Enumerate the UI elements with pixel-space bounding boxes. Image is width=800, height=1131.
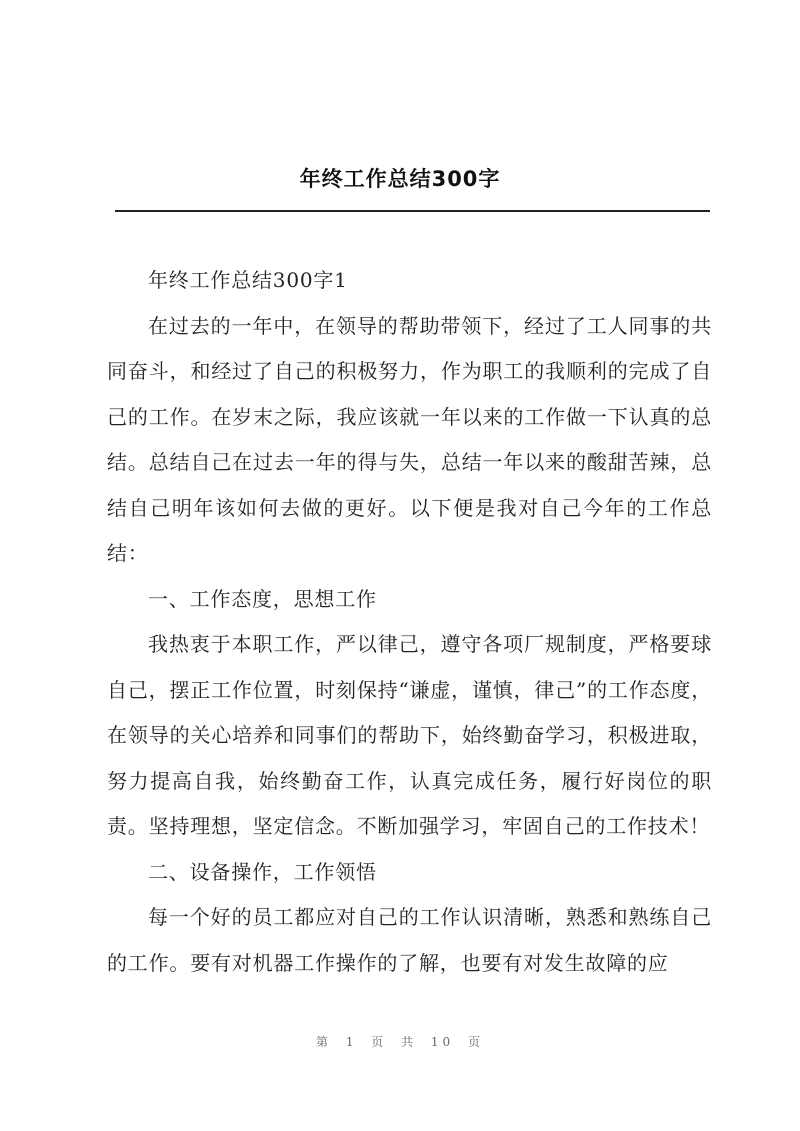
page-footer: 第 1 页 共 10 页 [316, 1035, 484, 1049]
paragraph-equipment: 每一个好的员工都应对自己的工作认识清晰，熟悉和熟练自己的工作。要有对机器工作操作的了解，也要有对发生故障的应 [107, 905, 712, 975]
paragraph-intro: 在过去的一年中，在领导的帮助带领下，经过了工人同事的共同奋斗，和经过了自己的积极努力，作为职工的我顺利的完成了自己的工作。在岁末之际，我应该就一年以来的工作做一下认真的总结。总结自己在过去一年的得与失，总结一年以来的酸甜苦辣，总结自己明年该如何去做的更好。以下便是我对自己今年的工作总结： [107, 313, 712, 565]
document-body [107, 258, 712, 986]
paragraph-attitude: 我热衷于本职工作，严以律己，遵守各项厂规制度，严格要球自己，摆正工作位置，时刻保持“谦虚，谨慎，律己”的工作态度，在领导的关心培养和同事们的帮助下，始终勤奋学习，积极进取，努力提高自我，始终勤奋工作，认真完成任务，履行好岗位的职责。坚持理想，坚定信念。不断加强学习，牢固自己的工作技术！ [107, 632, 712, 838]
title-underline [115, 210, 710, 212]
section-heading-equipment: 二、设备操作，工作领悟 [148, 859, 377, 884]
section-heading-attitude: 一、工作态度，思想工作 [148, 586, 377, 611]
document-title: 年终工作总结300字 [299, 167, 501, 191]
paragraph-heading-1: 年终工作总结300字1 [148, 268, 348, 292]
